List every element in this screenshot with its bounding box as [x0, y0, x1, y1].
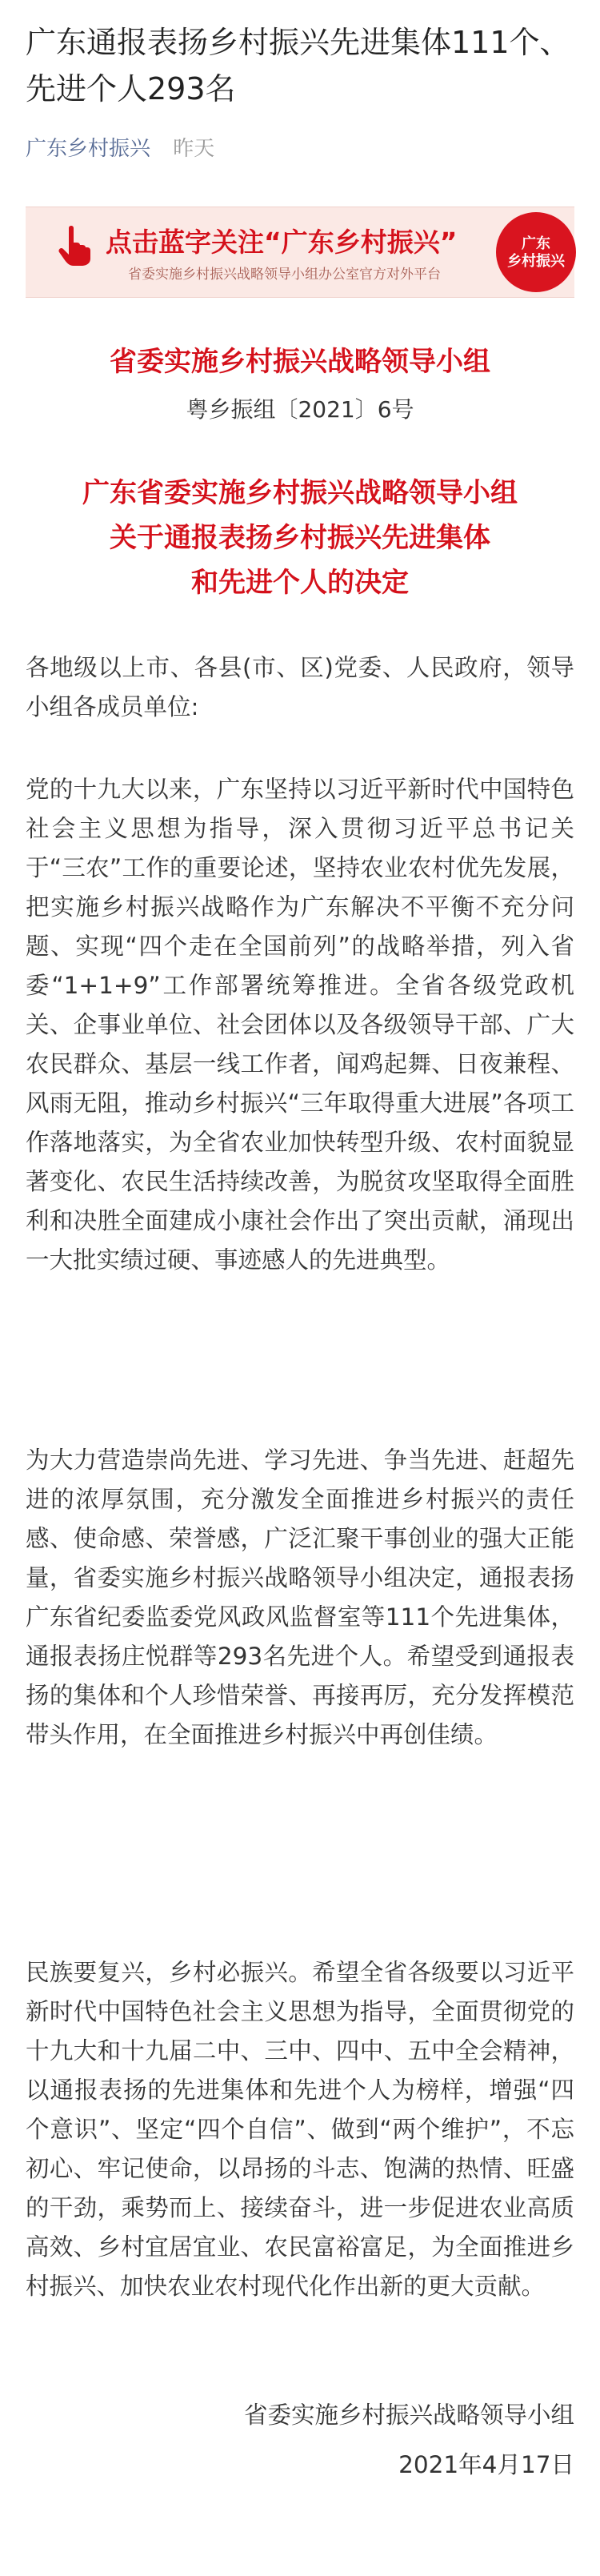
document-title — [0, 471, 600, 605]
account-name-link[interactable]: 广东乡村振兴 — [26, 137, 151, 161]
document-number: 粤乡振组〔2021〕6号 — [186, 396, 414, 423]
follow-prompt-text: 点击蓝字关注“广东乡村振兴” — [106, 227, 458, 258]
pointing-hand-icon — [58, 223, 91, 267]
platform-subtitle: 省委实施乡村振兴战略领导小组办公室官方对外平台 — [128, 267, 441, 283]
logo-text-line1: 广东 — [522, 235, 550, 252]
article-title: 广东通报表扬乡村振兴先进集体111个、先进个人293名 — [26, 25, 570, 106]
document-title-line: 关于通报表扬乡村振兴先进集体 — [110, 522, 490, 554]
article-meta — [26, 134, 214, 163]
logo-text-line2: 乡村振兴 — [507, 253, 565, 270]
body-paragraph: 为大力营造崇尚先进、学习先进、争当先进、赶超先进的浓厚氛围，充分激发全面推进乡村振兴的责任感、使命感、荣誉感，广泛汇聚干事创业的强大正能量，省委实施乡村振兴战略领导小组决定，通报表扬广东省纪委监委党风政风监督室等111个先进集体，通报表扬庄悦群等293名先进个人。希望受到通报表扬的集体和个人珍惜荣誉、再接再厉，充分发挥模范带头作用，在全面推进乡村振兴中再创佳绩。 — [26, 1446, 574, 1748]
salutation-paragraph: 各地级以上市、各县(市、区)党委、人民政府，领导小组各成员单位: — [26, 654, 574, 720]
document-title-line: 广东省委实施乡村振兴战略领导小组 — [82, 477, 518, 509]
publish-time: 昨天 — [173, 137, 215, 161]
guangdong-rural-revitalization-logo — [496, 212, 576, 292]
document-title-line: 和先进个人的决定 — [191, 567, 409, 599]
issuing-authority: 省委实施乡村振兴战略领导小组 — [110, 346, 490, 378]
signature-date: 2021年4月17日 — [398, 2451, 574, 2478]
body-paragraph: 党的十九大以来，广东坚持以习近平新时代中国特色社会主义思想为指导，深入贯彻习近平总书记关于“三农”工作的重要论述，坚持农业农村优先发展，把实施乡村振兴战略作为广东解决不平衡不充分问题、实现“四个走在全国前列”的战略举措，列入省委“1+1+9”工作部署统筹推进。全省各级党政机关、企事业单位、社会团体以及各级领导干部、广大农民群众、基层一线工作者，闻鸡起舞、日夜兼程、风雨无阻，推动乡村振兴“三年取得重大进展”各项工作落地落实，为全省农业加快转型升级、农村面貌显著变化、农民生活持续改善，为脱贫攻坚取得全面胜利和决胜全面建成小康社会作出了突出贡献，涌现出一大批实绩过硬、事迹感人的先进典型。 — [26, 776, 574, 1274]
signature-organization: 省委实施乡村振兴战略领导小组 — [243, 2401, 574, 2429]
body-paragraph: 民族要复兴，乡村必振兴。希望全省各级要以习近平新时代中国特色社会主义思想为指导，全面贯彻党的十九大和十九届二中、三中、四中、五中全会精神，以通报表扬的先进集体和先进个人为榜样，增强“四个意识”、坚定“四个自信”、做到“两个维护”，不忘初心、牢记使命，以昂扬的斗志、饱满的热情、旺盛的干劲，乘势而上、接续奋斗，进一步促进农业高质高效、乡村宜居宜业、农民富裕富足，为全面推进乡村振兴、加快农业农村现代化作出新的更大贡献。 — [26, 1959, 574, 2300]
follow-banner[interactable] — [26, 207, 574, 298]
